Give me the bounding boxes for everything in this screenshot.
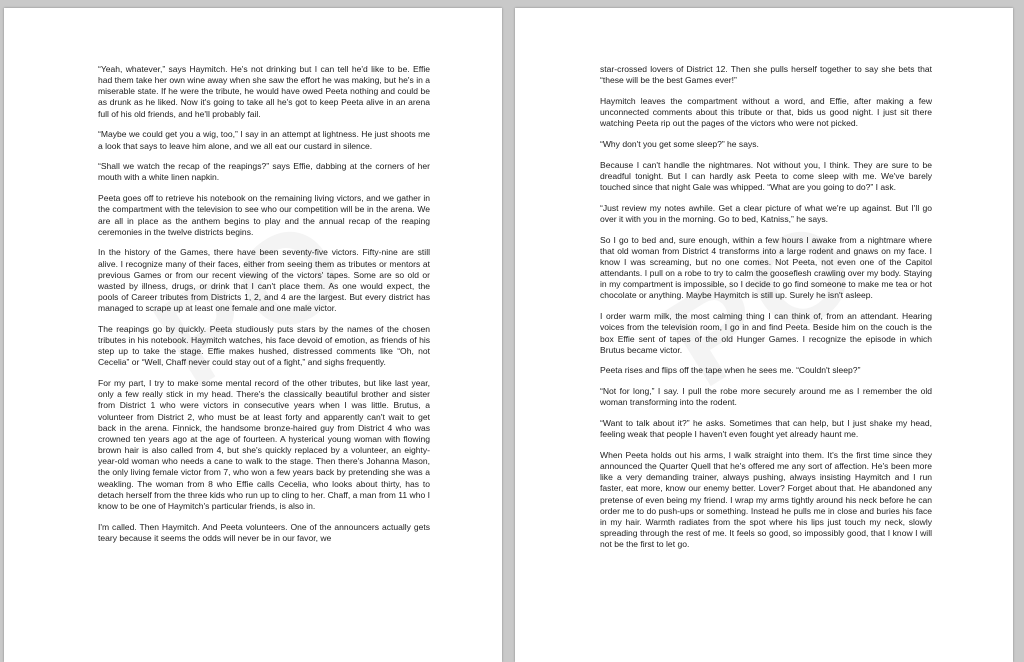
paragraph: “Yeah, whatever,” says Haymitch. He's not drinking but I can tell he'd like to be. Effie had them take her own wine away when she saw the effort he was making, but he's in a miserable state. If he were the tribute, he would have owed Peeta nothing and could be as drunk as he liked. Now it's going to take all he's got to keep Peeta alive in an arena full of his old friends, and he'll probably fail. xyxy=(98,64,430,119)
page-text-block xyxy=(600,64,932,560)
paragraph: “Want to talk about it?” he asks. Sometimes that can help, but I just shake my head, feeling weak that people I haven't even fought yet already haunt me. xyxy=(600,418,932,440)
paragraph: “Maybe we could get you a wig, too,” I say in an attempt at lightness. He just shoots me a look that says to leave him alone, and we all eat our custard in silence. xyxy=(98,129,430,151)
paragraph: The reapings go by quickly. Peeta studiously puts stars by the names of the chosen tributes in his notebook. Haymitch watches, his face devoid of emotion, as friends of his step up to take the stage. Effie makes hushed, distressed comments like “Oh, not Cecelia” or “Well, Chaff never could stay out of a fight,” and sighs frequently. xyxy=(98,323,430,368)
paragraph: Peeta goes off to retrieve his notebook on the remaining living victors, and we gather in the compartment with the television to see who our competition will be in the arena. We are all in place as the anthem begins to play and the annual recap of the reaping ceremonies in the twelve districts begins. xyxy=(98,193,430,237)
paragraph: “Shall we watch the recap of the reapings?” says Effie, dabbing at the corners of her mouth with a white linen napkin. xyxy=(98,161,430,183)
paragraph: I'm called. Then Haymitch. And Peeta volunteers. One of the announcers actually gets teary because it seems the odds will never be in our favor, we xyxy=(98,521,430,543)
paragraph: Because I can't handle the nightmares. Not without you, I think. They are sure to be dreadful tonight. But I can hardly ask Peeta to come sleep with me. We've barely touched since that night Gale was whipped. “What are you going to do?” I ask. xyxy=(600,159,932,193)
paragraph: star-crossed lovers of District 12. Then she pulls herself together to say she bets that “these will be the best Games ever!” xyxy=(600,64,932,86)
paragraph: “Just review my notes awhile. Get a clear picture of what we're up against. But I'll go over it with you in the morning. Go to bed, Katniss,” he says. xyxy=(600,202,932,224)
document-page-right xyxy=(515,8,1013,662)
paragraph: “Not for long,” I say. I pull the robe more securely around me as I remember the old woman transforming into the rodent. xyxy=(600,386,932,408)
document-page-left xyxy=(4,8,502,662)
paragraph: Peeta rises and flips off the tape when he sees me. “Couldn't sleep?” xyxy=(600,365,861,376)
paragraph: So I go to bed and, sure enough, within a few hours I awake from a nightmare where that old woman from District 4 transforms into a large rodent and gnaws on my face. I know I was screaming, but no one comes. Not Peeta, not even one of the Capitol attendants. I pull on a robe to try to calm the gooseflesh crawling over my body. Staying in my compartment is impossible, so I decide to go find someone to make me tea or hot chocolate or anything. Maybe Haymitch is still up. Surely he isn't asleep. xyxy=(600,234,932,301)
page-text-block xyxy=(98,64,430,554)
paragraph: In the history of the Games, there have been seventy-five victors. Fifty-nine are still alive. I recognize many of their faces, either from seeing them as tributes or mentors at previous Games or from our recent viewing of the victors' tapes. Some are so old or wasted by illness, drugs, or drink that I can't place them. As one would expect, the pools of Career tributes from Districts 1, 2, and 4 are the largest. But every district has managed to scrape up at least one female and one male victor. xyxy=(98,247,430,314)
paragraph: I order warm milk, the most calming thing I can think of, from an attendant. Hearing voices from the television room, I go in and find Peeta. Beside him on the couch is the box Effie sent of tapes of the old Hunger Games. I recognize the episode in which Brutus became victor. xyxy=(600,311,932,355)
paragraph: For my part, I try to make some mental record of the other tributes, but like last year, only a few really stick in my head. There's the classically beautiful brother and sister from District 1 who were victors in consecutive years when I was little. Brutus, a volunteer from District 2, who must be at least forty and apparently can't wait to get back in the arena. Finnick, the handsome bronze-haired guy from District 4 who was crowned ten years ago at the age of fourteen. A hysterical young woman with flowing brown hair is also called from 4, but she's quickly replaced by a volunteer, an eighty-year-old woman who needs a cane to walk to the stage. Then there's Johanna Mason, the only living female victor from 7, who won a few years back by pretending she was a weakling. The woman from 8 who Effie calls Cecelia, who looks about thirty, has to detach herself from the three kids who run up to cling to her. Chaff, a man from 11 who I know to be one of Haymitch's particular friends, is also in. xyxy=(98,378,430,511)
paragraph: Haymitch leaves the compartment without a word, and Effie, after making a few unconnected comments about this tribute or that, bids us good night. I just sit there watching Peeta rip out the pages of the victors who were not picked. xyxy=(600,95,932,129)
paragraph: “Why don't you get some sleep?” he says. xyxy=(600,138,759,149)
paragraph: When Peeta holds out his arms, I walk straight into them. It's the first time since they announced the Quarter Quell that he's offered me any sort of affection. He's been more like a very demanding trainer, always pushing, always insisting Haymitch and I run faster, eat more, know our enemy better. Lover? Forget about that. He abandoned any pretense of even being my friend. I wrap my arms tightly around his neck before he can order me to do push-ups or something. Instead he pulls me in close and buries his face in my hair. Warmth radiates from the spot where his lips just touch my neck, slowly spreading through the rest of me. It feels so good, so impossibly good, that I know I will not be the first to let go. xyxy=(600,450,932,550)
